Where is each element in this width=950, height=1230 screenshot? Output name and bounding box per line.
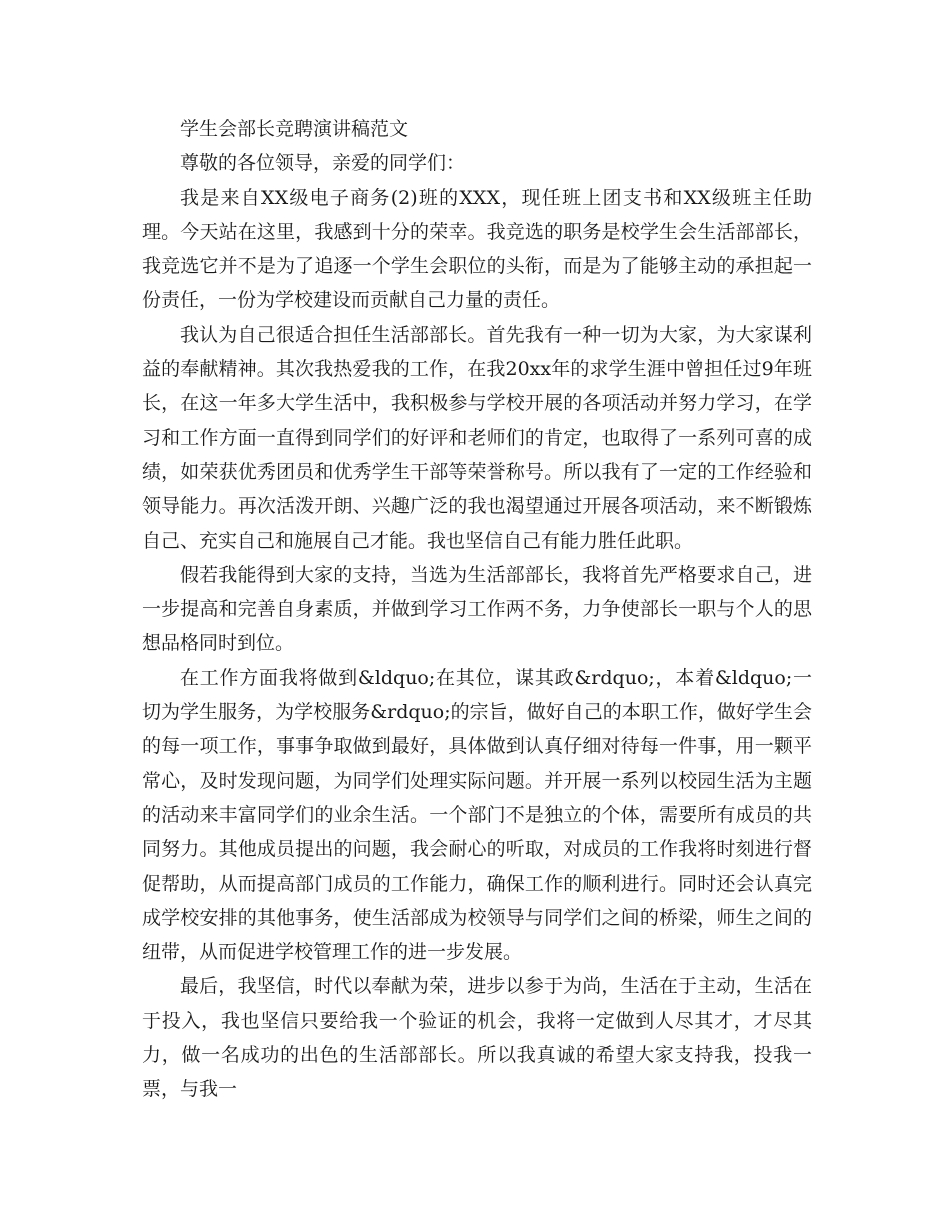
greeting-line: 尊敬的各位领导，亲爱的同学们： [180,152,466,175]
document-title: 学生会部长竞聘演讲稿范文 [180,118,409,140]
document-body [142,112,812,1107]
body-paragraph-3: 假若我能得到大家的支持，当选为生活部部长，我将首先严格要求自己，进一步提高和完善自身素质，并做到学习工作两不务，力争使部长一职与个人的思想品格同时到位。 [142,563,812,655]
body-paragraph-5: 最后，我坚信，时代以奉献为荣，进步以参于为尚，生活在于主动，生活在于投入，我也坚信只要给我一个验证的机会，我将一定做到人尽其才，才尽其力，做一名成功的出色的生活部部长。所以我真诚的希望大家支持我，投我一票，与我一 [142,975,812,1101]
body-paragraph-2: 我认为自己很适合担任生活部部长。首先我有一种一切为大家，为大家谋利益的奉献精神。其次我热爱我的工作，在我20xx年的求学生涯中曾担任过9年班长，在这一年多大学生活中，我积极参与学校开展的各项活动并努力学习，在学习和工作方面一直得到同学们的好评和老师们的肯定，也取得了一系列可喜的成绩，如荣获优秀团员和优秀学生干部等荣誉称号。所以我有了一定的工作经验和领导能力。再次活泼开朗、兴趣广泛的我也渴望通过开展各项活动，来不断锻炼自己、充实自己和施展自己才能。我也坚信自己有能力胜任此职。 [142,323,812,552]
body-paragraph-4: 在工作方面我将做到&ldquo;在其位，谋其政&rdquo;，本着&ldquo;一切为学生服务，为学校服务&rdquo;的宗旨，做好自己的本职工作，做好学生会的每一项工作，事事争取做到最好，具体做到认真仔细对待每一件事，用一颗平常心，及时发现问题，为同学们处理实际问题。并开展一系列以校园生活为主题的活动来丰富同学们的业余生活。一个部门不是独立的个体，需要所有成员的共同努力。其他成员提出的问题，我会耐心的听取，对成员的工作我将时刻进行督促帮助，从而提高部门成员的工作能力，确保工作的顺利进行。同时还会认真完成学校安排的其他事务，使生活部成为校领导与同学们之间的桥梁，师生之间的纽带，从而促进学校管理工作的进一步发展。 [142,666,812,964]
body-paragraph-1: 我是来自XX级电子商务(2)班的XXX，现任班上团支书和XX级班主任助理。今天站在这里，我感到十分的荣幸。我竞选的职务是校学生会生活部部长，我竞选它并不是为了追逐一个学生会职位的头衔，而是为了能够主动的承担起一份责任，一份为学校建设而贡献自己力量的责任。 [142,186,812,312]
